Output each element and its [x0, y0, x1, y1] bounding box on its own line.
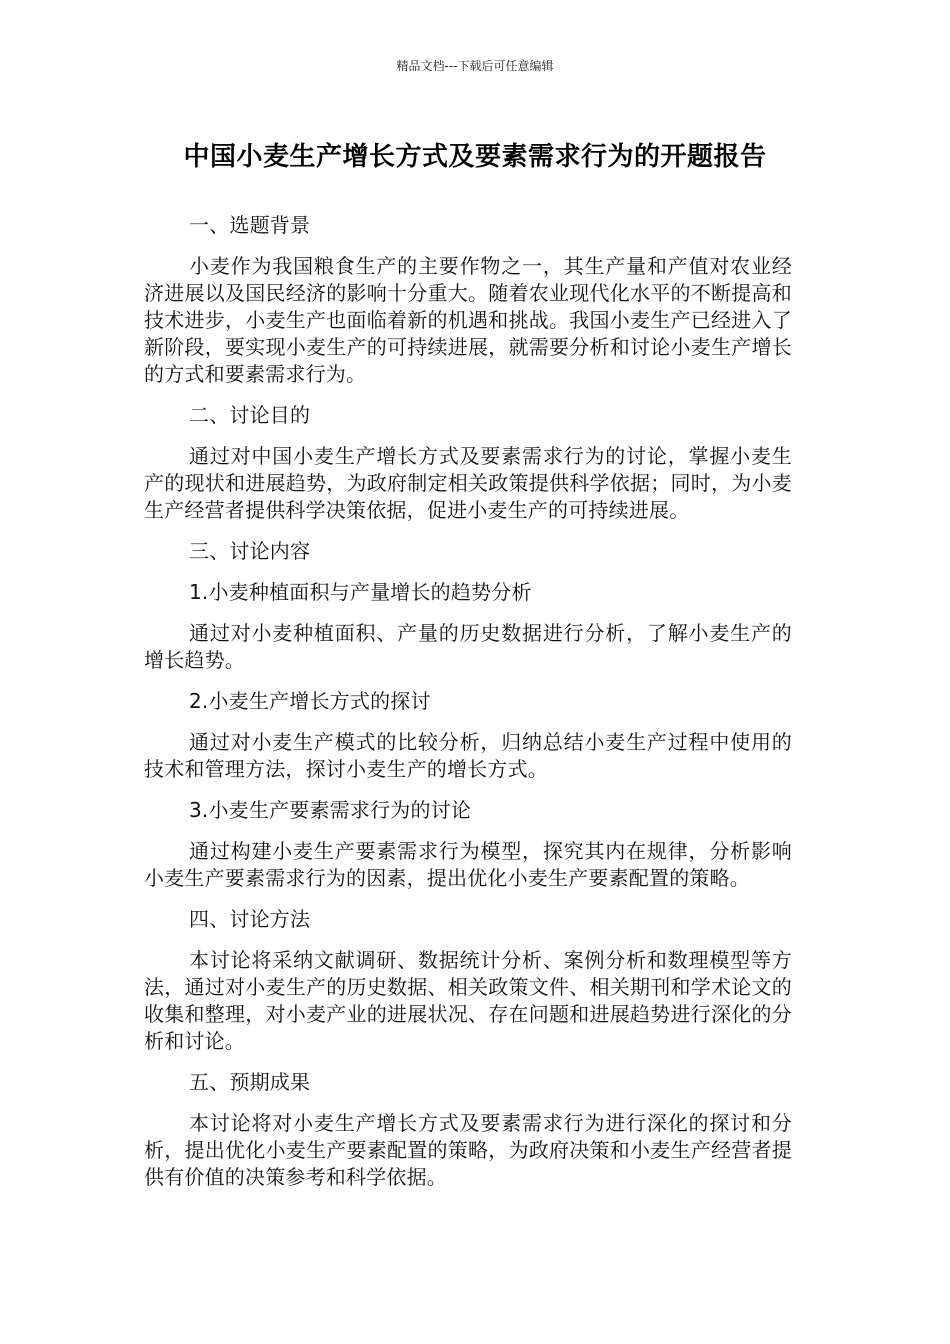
section-heading-purpose: 二、讨论目的	[189, 403, 311, 427]
section-heading-expected-results: 五、预期成果	[189, 1070, 311, 1094]
paragraph-growth-mode: 通过对小麦生产模式的比较分析，归纳总结小麦生产过程中使用的技术和管理方法，探讨小麦生产的增长方式。	[144, 730, 792, 781]
paragraph-factor-demand: 通过构建小麦生产要素需求行为模型，探究其内在规律，分析影响小麦生产要素需求行为的因素，提出优化小麦生产要素配置的策略。	[144, 839, 792, 890]
paragraph-purpose: 通过对中国小麦生产增长方式及要素需求行为的讨论，掌握小麦生产的现状和进展趋势，为政府制定相关政策提供科学依据；同时，为小麦生产经营者提供科学决策依据，促进小麦生产的可持续进展。	[144, 444, 792, 522]
subsection-heading-trend: 1.小麦种植面积与产量增长的趋势分析	[189, 580, 532, 604]
paragraph-background: 小麦作为我国粮食生产的主要作物之一，其生产量和产值对农业经济进展以及国民经济的影响十分重大。随着农业现代化水平的不断提高和技术进步，小麦生产也面临着新的机遇和挑战。我国小麦生产已经进入了新阶段，要实现小麦生产的可持续进展，就需要分析和讨论小麦生产增长的方式和要素需求行为。	[144, 254, 792, 386]
section-heading-content: 三、讨论内容	[189, 539, 311, 563]
page-header: 精品文档---下载后可任意编辑	[396, 59, 554, 73]
subsection-heading-growth-mode: 2.小麦生产增长方式的探讨	[189, 689, 431, 713]
section-heading-methods: 四、讨论方法	[189, 907, 311, 931]
section-heading-background: 一、选题背景	[189, 213, 311, 237]
document-title: 中国小麦生产增长方式及要素需求行为的开题报告	[183, 142, 767, 172]
paragraph-expected-results: 本讨论将对小麦生产增长方式及要素需求行为进行深化的探讨和分析，提出优化小麦生产要素配置的策略，为政府决策和小麦生产经营者提供有价值的决策参考和科学依据。	[144, 1111, 792, 1189]
paragraph-trend: 通过对小麦种植面积、产量的历史数据进行分析，了解小麦生产的增长趋势。	[144, 621, 792, 672]
subsection-heading-factor-demand: 3.小麦生产要素需求行为的讨论	[189, 798, 472, 822]
document-body	[144, 212, 792, 1205]
paragraph-methods: 本讨论将采纳文献调研、数据统计分析、案例分析和数理模型等方法，通过对小麦生产的历史数据、相关政策文件、相关期刊和学术论文的收集和整理，对小麦产业的进展状况、存在问题和进展趋势进行深化的分析和讨论。	[144, 948, 792, 1053]
